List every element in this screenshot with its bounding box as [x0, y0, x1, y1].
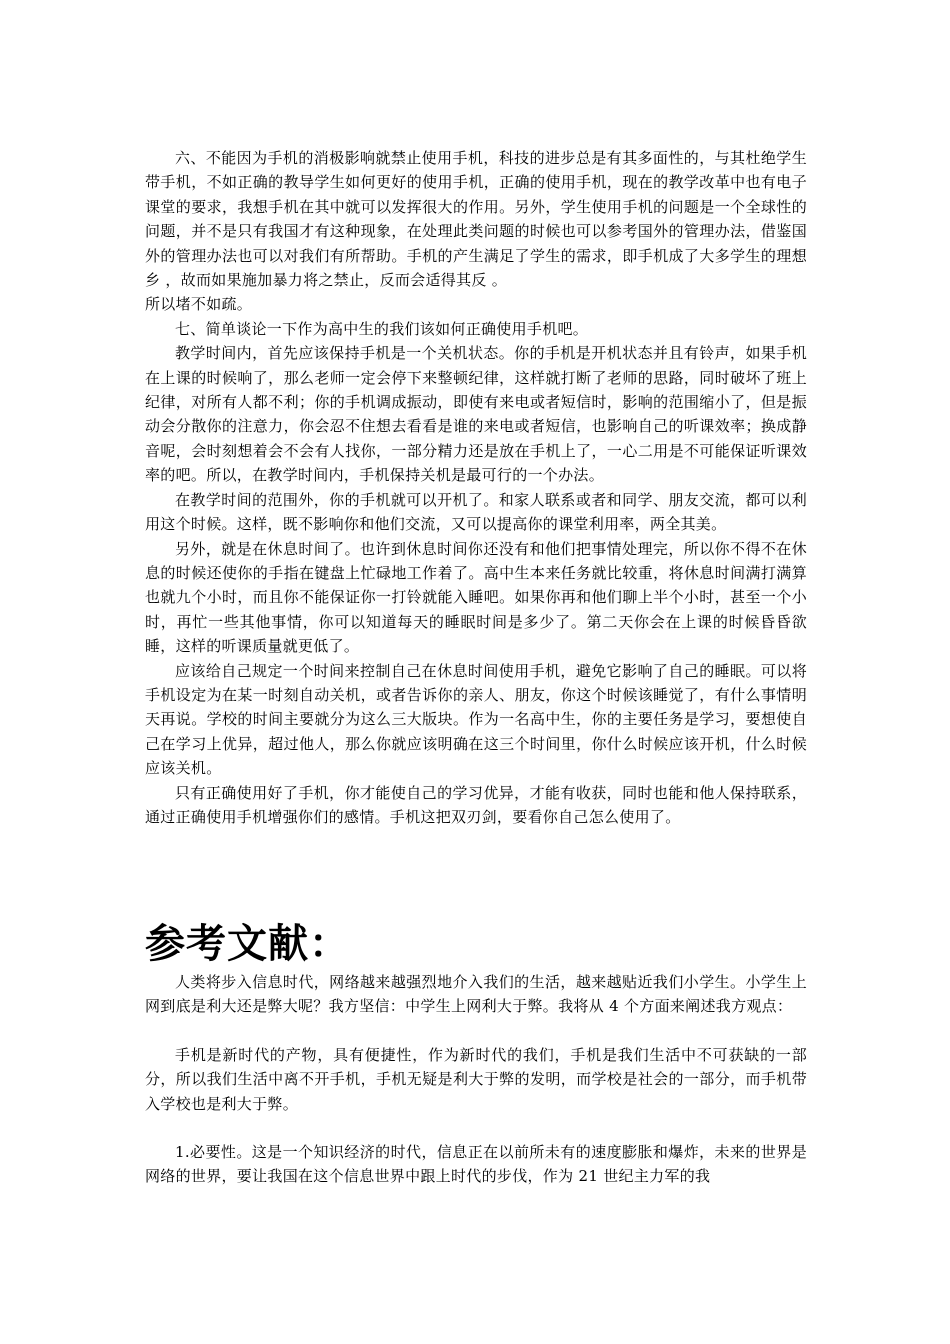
paragraph-conclusion: 只有正确使用好了手机，你才能使自己的学习优异，才能有收获，同时也能和他人保持联系，通过正确使用手机增强你们的感情。手机这把双刃剑，要看你自己怎么使用了。	[145, 783, 807, 826]
paragraph-class-time: 教学时间内，首先应该保持手机是一个关机状态。你的手机是开机状态并且有铃声，如果手机在上课的时候响了，那么老师一定会停下来整顿纪律，这样就打断了老师的思路，同时破坏了班上纪律，对所有人都不利；你的手机调成振动，即使有来电或者短信时，影响的范围缩小了，但是振动会分散你的注意力，你会忍不住想去看看是谁的来电或者短信，也影响自己的听课效率；换成静音呢，会时刻想着会不会有人找你，一部分精力还是放在手机上了，一心二用是不可能保证听课效率的吧。所以，在教学时间内，手机保持关机是最可行的一个办法。	[145, 344, 807, 485]
references-section	[145, 918, 807, 1189]
paragraph-time-control: 应该给自己规定一个时间来控制自己在休息时间使用手机，避免它影响了自己的睡眠。可以将手机设定为在某一时刻自动关机，或者告诉你的亲人、朋友，你这个时候该睡觉了，有什么事情明天再说。学校的时间主要就分为这么三大版块。作为一名高中生，你的主要任务是学习，要想使自己在学习上优异，超过他人，那么你就应该明确在这三个时间里，你什么时候应该开机，什么时候应该关机。	[145, 661, 807, 778]
paragraph-rest-time: 另外，就是在休息时间了。也许到休息时间你还没有和他们把事情处理完，所以你不得不在休息的时候还使你的手指在键盘上忙碌地工作着了。高中生本来任务就比较重，将休息时间满打满算也就九个小时，而且你不能保证你一打铃就能入睡吧。如果你再和他们聊上半个小时，甚至一个小时，再忙一些其他事情，你可以知道每天的睡眠时间是多少了。第二天你会在上课的时候昏昏欲睡，这样的听课质量就更低了。	[145, 539, 807, 656]
paragraph-gap	[145, 1116, 807, 1140]
paragraph-point-six-tail: 所以堵不如疏。	[145, 295, 253, 314]
paragraph-point-seven: 七、简单谈论一下作为高中生的我们该如何正确使用手机吧。	[175, 319, 589, 338]
paragraph-outside-class: 在教学时间的范围外，你的手机就可以开机了。和家人联系或者和同学、朋友交流，都可以利用这个时候。这样，既不影响你和他们交流，又可以提高你的课堂利用率，两全其美。	[145, 490, 807, 534]
paragraph-phone-era: 手机是新时代的产物，具有便捷性，作为新时代的我们，手机是我们生活中不可获缺的一部分，所以我们生活中离不开手机，手机无疑是利大于弊的发明，而学校是社会的一部分，而手机带入学校也是利大于弊。	[145, 1045, 807, 1113]
paragraph-necessity: 1.必要性。这是一个知识经济的时代，信息正在以前所未有的速度膨胀和爆炸，未来的世界是网络的世界，要让我国在这个信息世界中跟上时代的步伐，作为 21 世纪主力军的我	[145, 1143, 807, 1186]
paragraph-gap	[145, 1019, 807, 1043]
paragraph-point-six: 六、不能因为手机的消极影响就禁止使用手机，科技的进步总是有其多面性的，与其杜绝学生带手机，不如正确的教导学生如何更好的使用手机，正确的使用手机，现在的教学改革中也有电子课堂的要求，我想手机在其中就可以发挥很大的作用。另外，学生使用手机的问题是一个全球性的问题，并不是只有我国才有这种现象，在处理此类问题的时候也可以参考国外的管理办法，借鉴国外的管理办法也可以对我们有所帮助。手机的产生满足了学生的需求，即手机成了大多学生的理想乡 ，故而如果施加暴力将之禁止，反而会适得其反 。	[145, 149, 807, 290]
references-heading: 参考文献：	[145, 921, 350, 967]
document-body	[145, 146, 807, 829]
paragraph-internet-intro: 人类将步入信息时代，网络越来越强烈地介入我们的生活，越来越贴近我们小学生。小学生上网到底是利大还是弊大呢？我方坚信：中学生上网利大于弊。我将从 4 个方面来阐述我方观点：	[145, 973, 807, 1016]
